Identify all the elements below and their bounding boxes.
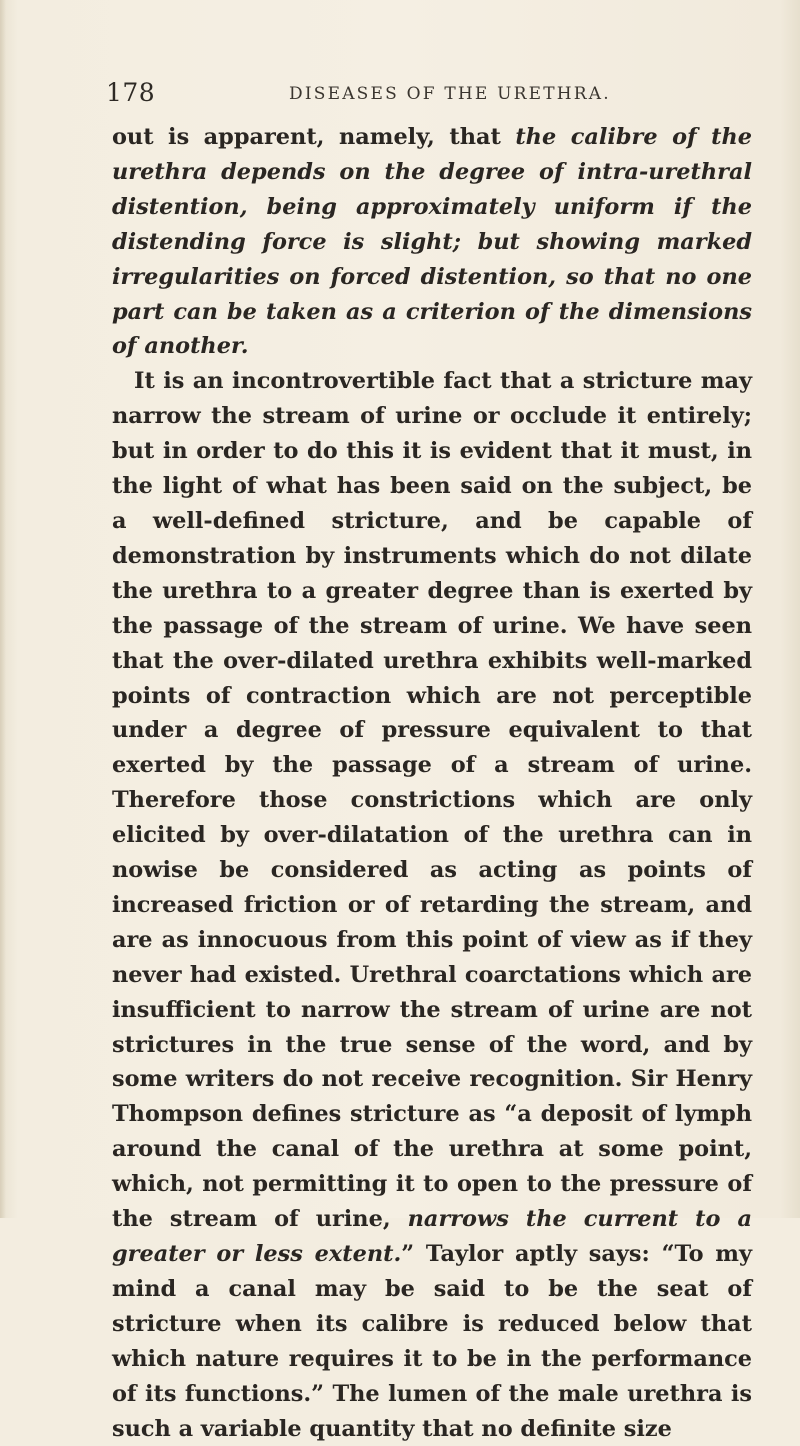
text-run: out is apparent, namely, that xyxy=(112,124,516,150)
text-run: ” Taylor aptly says: “To my mind a canal may be said to be the seat of stricture when its calibre is reduced below that which nature requires it to be in the performance of its functions.” The lumen of the male urethra is such a variable quantity that no definite size xyxy=(112,1241,752,1442)
running-head: DISEASES OF THE URETHRA. xyxy=(289,84,611,104)
text-run: It is an incontrovertible fact that a stricture may narrow the stream of urine or occlude it entirely; but in order to do this it is evident that it must, in the light of what has been said on the subject, be a well-defined stricture, and be capable of demonstration by instruments which do not dilate the urethra to a greater degree than is exerted by the passage of the stream of urine. We have seen that the over-dilated urethra exhibits well-marked points of contraction which are not perceptible under a degree of pressure equivalent to that exerted by the passage of a stream of urine. Therefore those constrictions which are only elicited by over-dilatation of the urethra can in nowise be considered as acting as points of increased friction or of retarding the stream, and are as innocuous from this point of view as if they never had existed. Urethral coarctations which are insufficient to narrow the stream of urine are not strictures in the true sense of the word, and by some writers do not receive recognition. Sir Henry Thompson defines stricture as “a deposit of lymph around the canal of the urethra at some point, which, not permitting it to open to the pressure of the stream of urine, xyxy=(112,368,752,1233)
page-header xyxy=(106,78,746,108)
page-gutter-shadow xyxy=(0,0,6,1218)
page-number: 178 xyxy=(106,78,156,107)
italic-text-run: narrows the current to a greater or less extent. xyxy=(112,1206,752,1267)
paragraph-continuation xyxy=(112,120,752,364)
body-text xyxy=(112,120,752,1446)
italic-text-run: the calibre of the urethra depends on the degree of intra-urethral distention, being approximately uniform if the distending force is slight; but showing marked irregularities on forced distention, so that no one part can be taken as a criterion of the dimensions of another. xyxy=(112,124,753,360)
paragraph-stricture xyxy=(112,364,752,1446)
